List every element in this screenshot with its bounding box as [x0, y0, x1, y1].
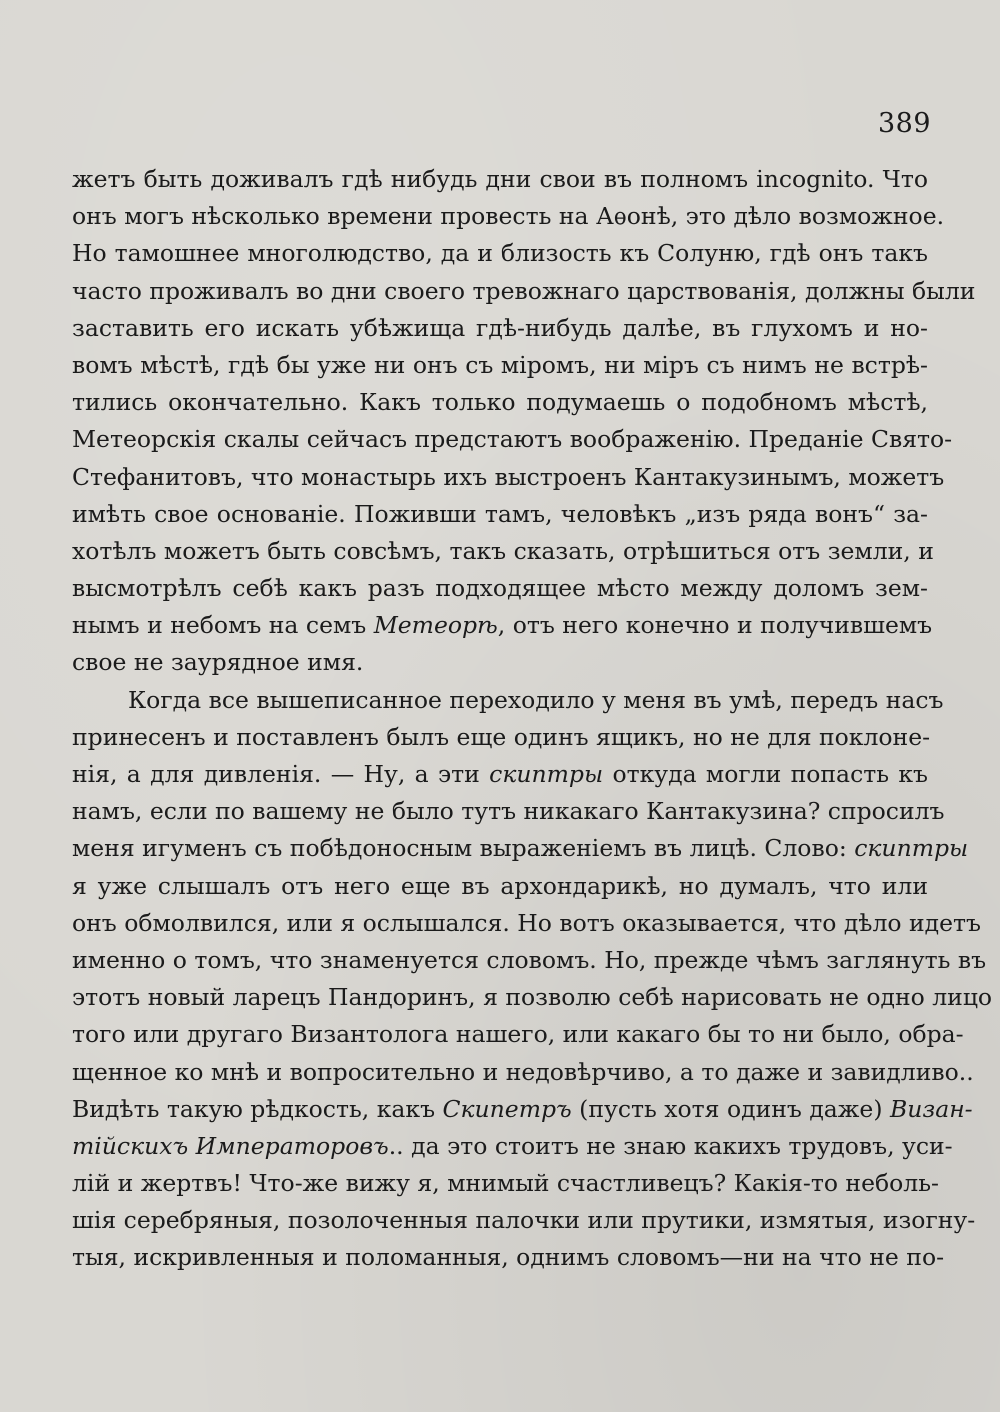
text-segment: Стефанитовъ, что монастырь ихъ выстроенъ Кантакузинымъ, можетъ — [72, 462, 945, 491]
text-segment: имѣть свое основаніе. Поживши тамъ, человѣкъ „изъ ряда вонъ“ за- — [72, 499, 928, 528]
text-line — [72, 1165, 939, 1202]
text-line — [72, 1202, 976, 1239]
text-segment: онъ могъ нѣсколько времени провесть на Аѳонѣ, это дѣло возможное. — [72, 202, 945, 231]
text-line — [72, 644, 928, 681]
text-segment: онъ обмолвился, или я ослышался. Но вотъ оказывается, что дѣло идетъ — [72, 908, 981, 937]
text-line — [72, 421, 953, 458]
text-line — [72, 161, 928, 198]
text-segment: хотѣлъ можетъ быть совсѣмъ, такъ сказать, отрѣшиться отъ земли, и — [72, 536, 934, 565]
text-segment: лій и жертвъ! Что-же вижу я, мнимый счастливецъ? Какія-то неболь- — [72, 1169, 939, 1198]
text-segment: , отъ него конечно и получившемъ — [497, 611, 933, 640]
text-segment: высмотрѣлъ себѣ какъ разъ подходящее мѣсто между доломъ зем- — [72, 574, 928, 603]
text-line — [72, 310, 928, 347]
italic-text: Скипетръ — [442, 1094, 572, 1123]
text-segment: Когда все вышеписанное переходило у меня въ умѣ, передъ насъ — [128, 685, 944, 714]
italic-text: скиптры — [854, 834, 969, 863]
italic-text: тійскихъ Императоровъ — [72, 1131, 389, 1160]
text-line — [72, 496, 928, 533]
text-line — [72, 979, 993, 1016]
text-segment: Видѣть такую рѣдкость, какъ — [72, 1094, 443, 1123]
text-segment: шія серебряныя, позолоченныя палочки или прутики, измятыя, изогну- — [72, 1206, 976, 1235]
text-line — [72, 719, 931, 756]
text-segment: я уже слышалъ отъ него еще въ архондарикѣ, но думалъ, что или — [72, 871, 928, 900]
text-line — [72, 384, 928, 421]
text-segment: того или другаго Византолога нашего, или какаго бы то ни было, обра- — [72, 1020, 964, 1049]
text-segment: нымъ и небомъ на семъ — [72, 611, 374, 640]
text-segment: намъ, если по вашему не было тутъ никакаго Кантакузина? спросилъ — [72, 797, 945, 826]
text-line — [72, 1128, 953, 1165]
text-line — [72, 1054, 974, 1091]
text-segment: .. да это стоитъ не знаю какихъ трудовъ, уси- — [388, 1131, 953, 1160]
text-segment: меня игуменъ съ побѣдоносным выраженіемъ въ лицѣ. Слово: — [72, 834, 855, 863]
italic-text: Метеорѣ — [373, 611, 498, 640]
text-segment: часто проживалъ во дни своего тревожнаго царствованія, должны были — [72, 276, 976, 305]
text-line — [72, 570, 928, 607]
text-line — [72, 607, 933, 644]
text-line — [72, 830, 969, 867]
text-line — [72, 347, 928, 384]
text-line — [72, 682, 944, 719]
text-line — [72, 533, 934, 570]
text-line — [72, 942, 987, 979]
text-line — [72, 905, 981, 942]
text-segment: тились окончательно. Какъ только подумаешь о подобномъ мѣстѣ, — [72, 388, 928, 417]
text-segment: щенное ко мнѣ и вопросительно и недовѣрчиво, а то даже и завидливо.. — [72, 1057, 974, 1086]
text-segment: жетъ быть доживалъ гдѣ нибудь дни свои въ полномъ incognito. Что — [72, 165, 928, 193]
italic-text: Визан- — [889, 1094, 973, 1123]
text-segment: заставить его искать убѣжища гдѣ-нибудь далѣе, въ глухомъ и но- — [72, 313, 928, 342]
text-line — [72, 793, 945, 830]
body-text — [72, 161, 993, 1277]
text-segment: нія, а для дивленія. — Ну, а эти — [72, 760, 490, 788]
text-segment: этотъ новый ларецъ Пандоринъ, я позволю себѣ нарисовать не одно лицо — [72, 983, 993, 1012]
text-segment: Метеорскія скалы сейчасъ предстаютъ воображенію. Преданіе Свято- — [72, 425, 953, 454]
text-segment: свое не заурядное имя. — [72, 648, 364, 677]
text-segment: откуда могли попасть къ — [603, 760, 928, 788]
text-line — [72, 756, 928, 793]
text-segment: тыя, искривленныя и поломанныя, однимъ словомъ—ни на что не по- — [72, 1243, 945, 1272]
text-segment: (пусть хотя одинъ даже) — [571, 1094, 890, 1123]
text-segment: именно о томъ, что знаменуется словомъ. Но, прежде чѣмъ заглянуть въ — [72, 945, 987, 974]
text-line — [72, 1016, 964, 1053]
text-segment: принесенъ и поставленъ былъ еще одинъ ящикъ, но не для поклоне- — [72, 722, 931, 751]
page-number: 389 — [878, 108, 932, 139]
text-line — [72, 198, 945, 235]
text-line — [72, 1091, 973, 1128]
text-line — [72, 459, 945, 496]
text-line — [72, 235, 928, 272]
text-line — [72, 868, 928, 905]
text-line — [72, 1239, 945, 1276]
text-line — [72, 273, 976, 310]
text-segment: вомъ мѣстѣ, гдѣ бы уже ни онъ съ міромъ, ни міръ съ нимъ не встрѣ- — [72, 350, 928, 379]
italic-text: скиптры — [489, 760, 604, 788]
text-segment: Но тамошнее многолюдство, да и близость къ Солуню, гдѣ онъ такъ — [72, 239, 928, 268]
